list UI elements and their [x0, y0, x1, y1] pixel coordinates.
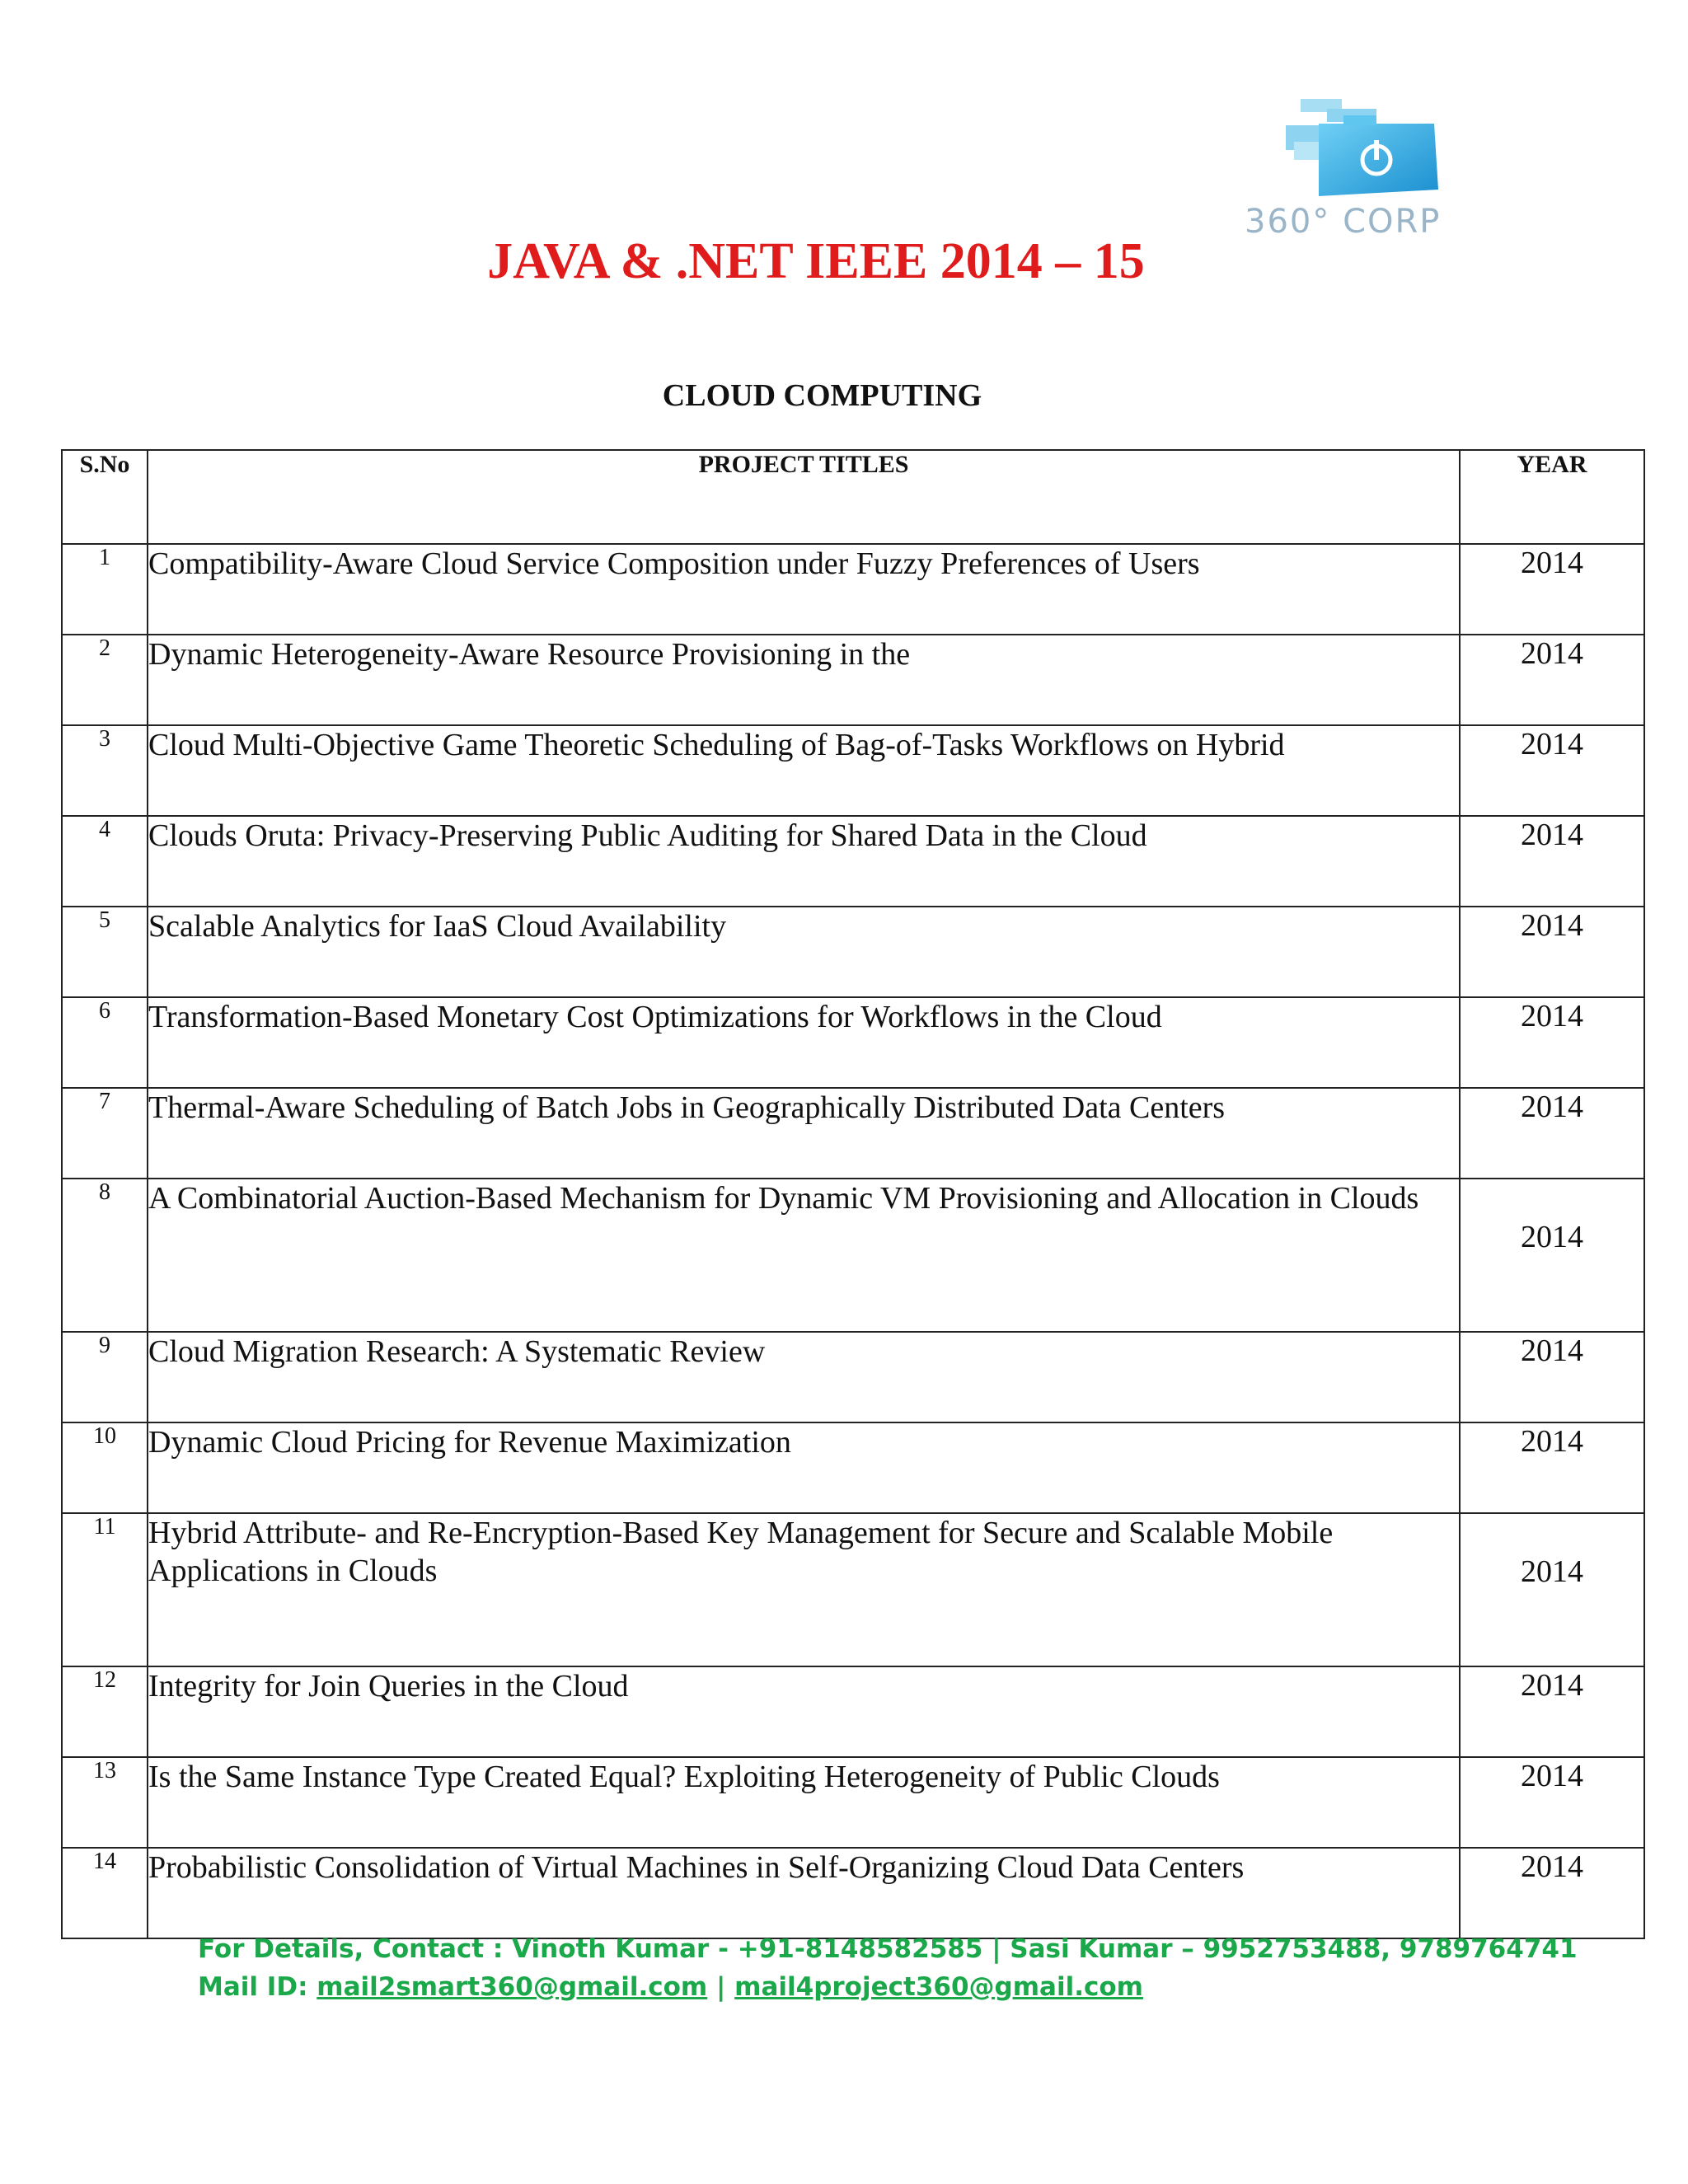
table-row — [62, 1666, 1644, 1757]
row-year: 2014 — [1460, 1179, 1644, 1332]
row-year: 2014 — [1460, 1513, 1644, 1666]
row-title: Scalable Analytics for IaaS Cloud Availability — [148, 907, 1460, 997]
row-title: Thermal-Aware Scheduling of Batch Jobs in Geographically Distributed Data Centers — [148, 1088, 1460, 1179]
table-row — [62, 1332, 1644, 1422]
row-year: 2014 — [1460, 1088, 1644, 1179]
row-sno: 14 — [62, 1848, 148, 1938]
mail-line — [198, 1968, 1578, 2006]
row-year: 2014 — [1460, 1422, 1644, 1513]
table-header-row — [62, 450, 1644, 544]
row-title: Cloud Migration Research: A Systematic Review — [148, 1332, 1460, 1422]
row-year: 2014 — [1460, 997, 1644, 1088]
header-sno: S.No — [62, 450, 148, 544]
projects-table — [61, 449, 1645, 1939]
row-title: Compatibility-Aware Cloud Service Composition under Fuzzy Preferences of Users — [148, 544, 1460, 635]
row-sno: 5 — [62, 907, 148, 997]
row-title: Cloud Multi-Objective Game Theoretic Scheduling of Bag-of-Tasks Workflows on Hybrid — [148, 725, 1460, 816]
row-sno: 12 — [62, 1666, 148, 1757]
header-project-titles: PROJECT TITLES — [148, 450, 1460, 544]
row-sno: 2 — [62, 635, 148, 725]
row-year: 2014 — [1460, 635, 1644, 725]
footer-contact — [198, 1930, 1578, 2006]
table-row — [62, 997, 1644, 1088]
table-row — [62, 1848, 1644, 1938]
table-row — [62, 544, 1644, 635]
row-sno: 10 — [62, 1422, 148, 1513]
row-sno: 1 — [62, 544, 148, 635]
row-title: Dynamic Heterogeneity-Aware Resource Provisioning in the — [148, 635, 1460, 725]
mail-label: Mail ID: — [198, 1972, 308, 2002]
table-row — [62, 635, 1644, 725]
row-title: Is the Same Instance Type Created Equal? Exploiting Heterogeneity of Public Clouds — [148, 1757, 1460, 1848]
contact-line: For Details, Contact : Vinoth Kumar - +91-8148582585 | Sasi Kumar – 9952753488, 9789764741 — [198, 1934, 1578, 1964]
row-sno: 8 — [62, 1179, 148, 1332]
company-logo — [1228, 91, 1508, 255]
row-sno: 13 — [62, 1757, 148, 1848]
row-title: Clouds Oruta: Privacy-Preserving Public Auditing for Shared Data in the Cloud — [148, 816, 1460, 907]
header-year: YEAR — [1460, 450, 1644, 544]
table-row — [62, 1179, 1644, 1332]
row-year: 2014 — [1460, 907, 1644, 997]
row-sno: 3 — [62, 725, 148, 816]
row-sno: 4 — [62, 816, 148, 907]
row-year: 2014 — [1460, 725, 1644, 816]
table-row — [62, 725, 1644, 816]
row-title: Probabilistic Consolidation of Virtual Machines in Self-Organizing Cloud Data Centers — [148, 1848, 1460, 1938]
row-year: 2014 — [1460, 816, 1644, 907]
row-title: Hybrid Attribute- and Re-Encryption-Based Key Management for Secure and Scalable Mobile Applications in Clouds — [148, 1513, 1460, 1666]
row-title: Integrity for Join Queries in the Cloud — [148, 1666, 1460, 1757]
table-row — [62, 907, 1644, 997]
table-row — [62, 1757, 1644, 1848]
table-row — [62, 816, 1644, 907]
row-title: Dynamic Cloud Pricing for Revenue Maximization — [148, 1422, 1460, 1513]
table-row — [62, 1422, 1644, 1513]
row-sno: 6 — [62, 997, 148, 1088]
mail-separator: | — [716, 1972, 726, 2002]
email-link-1[interactable]: mail2smart360@gmail.com — [316, 1972, 708, 2002]
row-year: 2014 — [1460, 1848, 1644, 1938]
row-sno: 7 — [62, 1088, 148, 1179]
row-year: 2014 — [1460, 1757, 1644, 1848]
table-row — [62, 1088, 1644, 1179]
logo-text: 360° CORP — [1245, 203, 1442, 241]
row-title: Transformation-Based Monetary Cost Optimizations for Workflows in the Cloud — [148, 997, 1460, 1088]
row-year: 2014 — [1460, 1666, 1644, 1757]
table-row — [62, 1513, 1644, 1666]
page-title: JAVA & .NET IEEE 2014 – 15 — [487, 233, 1145, 289]
email-link-2[interactable]: mail4project360@gmail.com — [734, 1972, 1143, 2002]
row-year: 2014 — [1460, 544, 1644, 635]
row-sno: 11 — [62, 1513, 148, 1666]
row-year: 2014 — [1460, 1332, 1644, 1422]
row-sno: 9 — [62, 1332, 148, 1422]
section-title: CLOUD COMPUTING — [662, 378, 982, 413]
row-title: A Combinatorial Auction-Based Mechanism for Dynamic VM Provisioning and Allocation in Clouds — [148, 1179, 1460, 1332]
